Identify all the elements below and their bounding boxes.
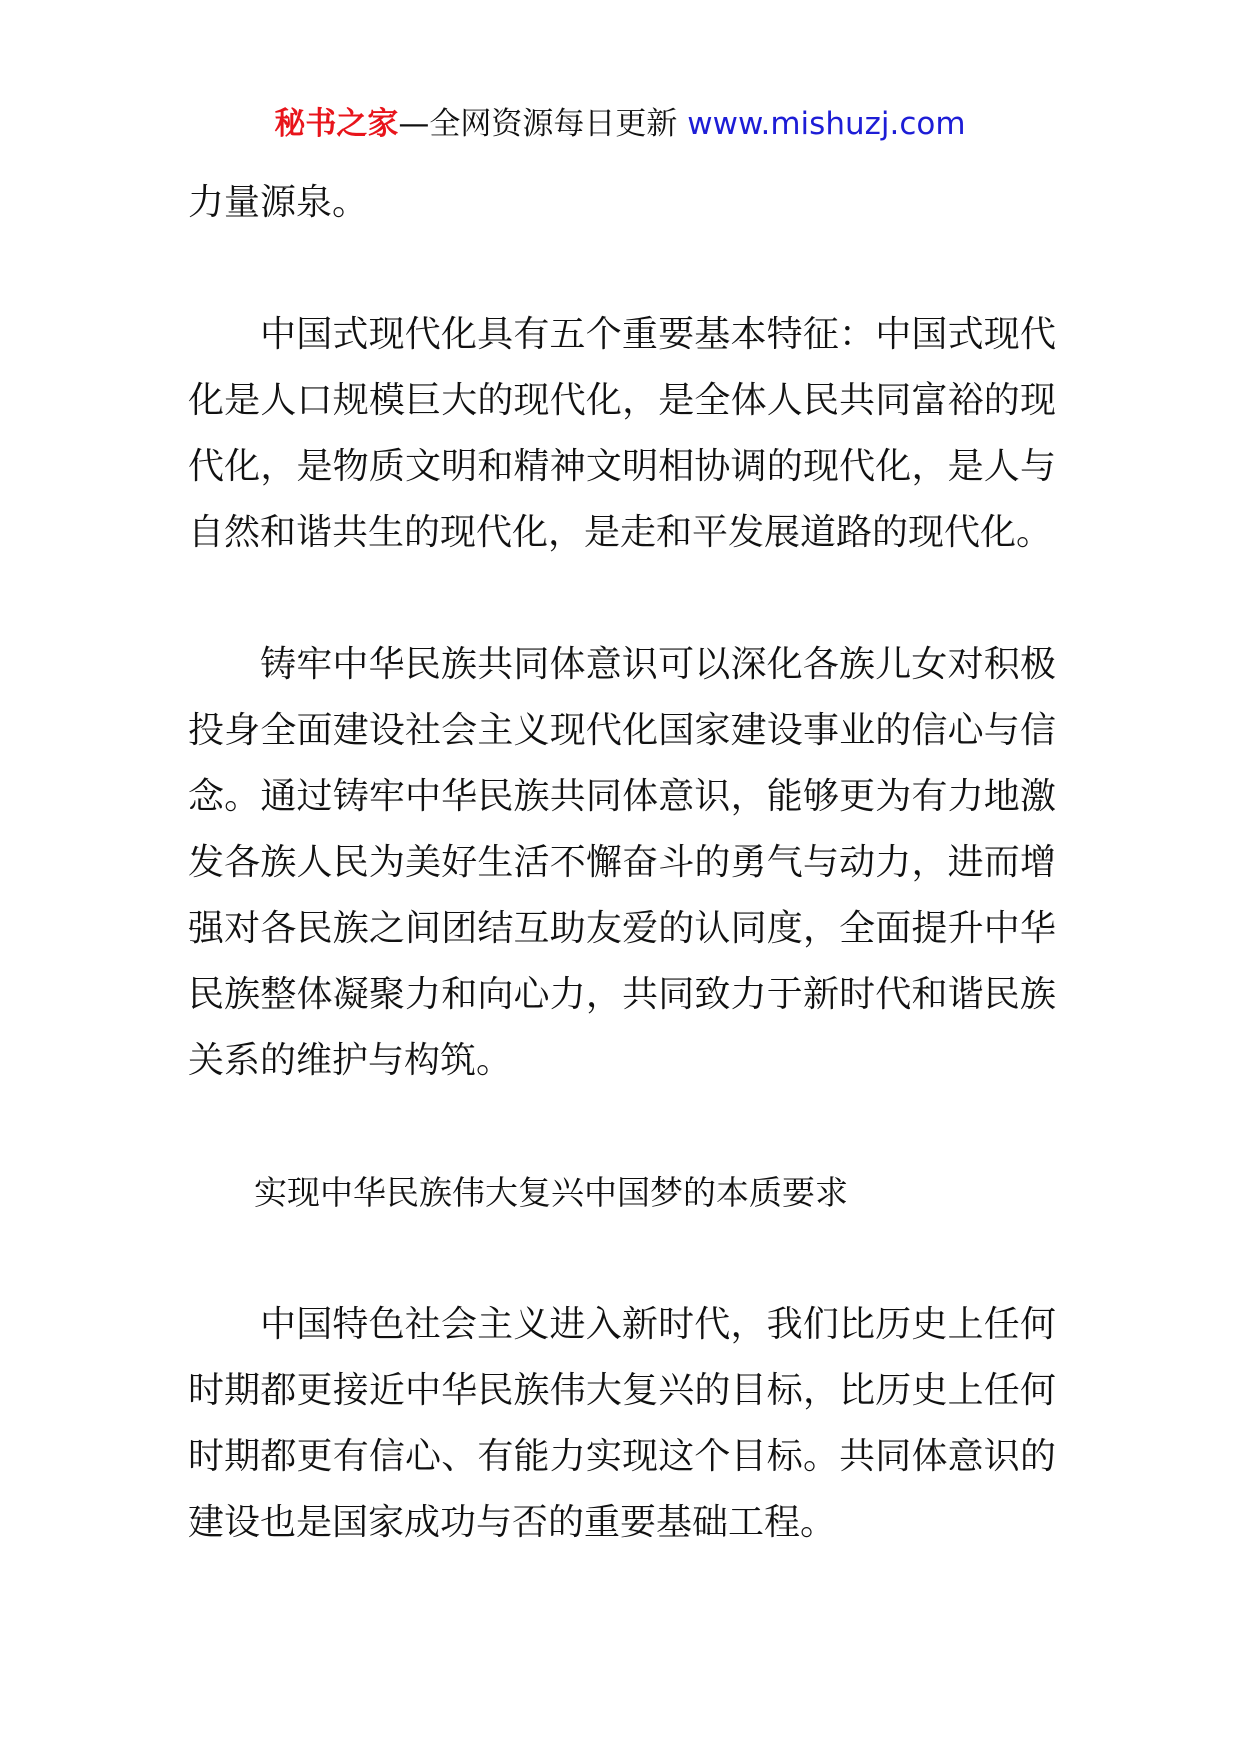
paragraph-features: 中国式现代化具有五个重要基本特征：中国式现代化是人口规模巨大的现代化，是全体人民共同富裕的现代化，是物质文明和精神文明相协调的现代化，是人与自然和谐共生的现代化，是走和平发展道路的现代化。: [188, 314, 1056, 553]
website-link[interactable]: www.mishuzj.com: [687, 106, 966, 142]
paragraph-new-era: 中国特色社会主义进入新时代，我们比历史上任何时期都更接近中华民族伟大复兴的目标，比历史上任何时期都更有信心、有能力实现这个目标。共同体意识的建设也是国家成功与否的重要基础工程。: [188, 1304, 1056, 1543]
continued-text-fragment: 力量源泉。: [188, 182, 369, 223]
document-body: [188, 170, 1056, 1622]
header-tagline: —全网资源每日更新: [398, 106, 688, 142]
section-heading: 实现中华民族伟大复兴中国梦的本质要求: [254, 1173, 848, 1212]
paragraph-community-consciousness: 铸牢中华民族共同体意识可以深化各族儿女对积极投身全面建设社会主义现代化国家建设事业的信心与信念。通过铸牢中华民族共同体意识，能够更为有力地激发各族人民为美好生活不懈奋斗的勇气与动力，进而增强对各民族之间团结互助友爱的认同度，全面提升中华民族整体凝聚力和向心力，共同致力于新时代和谐民族关系的维护与构筑。: [188, 644, 1056, 1081]
page-header: [0, 102, 1240, 146]
brand-name: 秘书之家: [274, 106, 399, 142]
